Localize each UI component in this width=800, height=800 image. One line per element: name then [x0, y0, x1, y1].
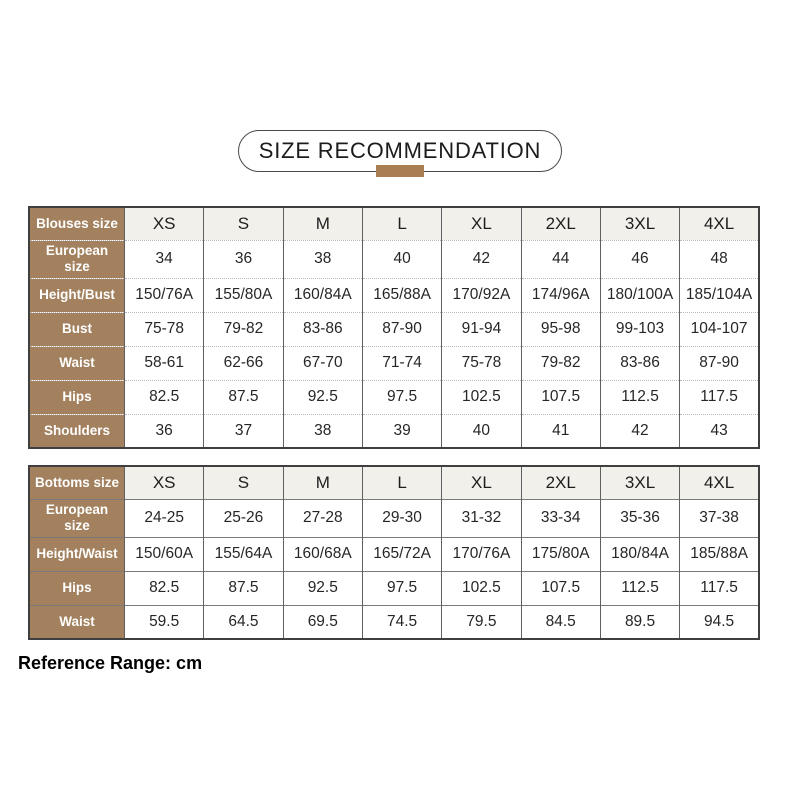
- size-value-cell: 92.5: [283, 571, 362, 605]
- size-value-cell: 150/60A: [125, 537, 204, 571]
- size-column-header: L: [362, 466, 441, 499]
- size-value-cell: 155/80A: [204, 278, 283, 312]
- table-row: [29, 346, 759, 380]
- size-value-cell: 46: [600, 240, 679, 278]
- table-row: [29, 380, 759, 414]
- size-column-header: 3XL: [600, 466, 679, 499]
- size-column-header: M: [283, 466, 362, 499]
- table-row: [29, 605, 759, 639]
- size-value-cell: 165/72A: [362, 537, 441, 571]
- size-value-cell: 87-90: [362, 312, 441, 346]
- table-row: [29, 240, 759, 278]
- size-column-header: L: [362, 207, 441, 240]
- size-header-row: [29, 466, 759, 499]
- size-value-cell: 35-36: [600, 499, 679, 537]
- blouses-size-table: [28, 206, 760, 449]
- size-value-cell: 117.5: [680, 380, 759, 414]
- size-value-cell: 79-82: [521, 346, 600, 380]
- size-value-cell: 112.5: [600, 380, 679, 414]
- reference-range-note: Reference Range: cm: [18, 653, 203, 673]
- size-value-cell: 84.5: [521, 605, 600, 639]
- size-value-cell: 102.5: [442, 571, 521, 605]
- size-value-cell: 79-82: [204, 312, 283, 346]
- row-label: Hips: [29, 571, 125, 605]
- size-column-header: XL: [442, 466, 521, 499]
- size-value-cell: 89.5: [600, 605, 679, 639]
- size-value-cell: 185/104A: [680, 278, 759, 312]
- size-value-cell: 165/88A: [362, 278, 441, 312]
- size-value-cell: 174/96A: [521, 278, 600, 312]
- row-label: Height/Waist: [29, 537, 125, 571]
- table-row: [29, 499, 759, 537]
- size-value-cell: 97.5: [362, 380, 441, 414]
- size-column-header: XS: [125, 207, 204, 240]
- size-value-cell: 25-26: [204, 499, 283, 537]
- size-value-cell: 69.5: [283, 605, 362, 639]
- size-value-cell: 112.5: [600, 571, 679, 605]
- size-value-cell: 175/80A: [521, 537, 600, 571]
- row-label: Waist: [29, 605, 125, 639]
- size-value-cell: 87-90: [680, 346, 759, 380]
- size-value-cell: 37-38: [680, 499, 759, 537]
- size-value-cell: 40: [442, 414, 521, 448]
- table-row: [29, 278, 759, 312]
- size-value-cell: 107.5: [521, 571, 600, 605]
- size-column-header: XS: [125, 466, 204, 499]
- table-row: [29, 414, 759, 448]
- size-value-cell: 170/76A: [442, 537, 521, 571]
- size-value-cell: 180/100A: [600, 278, 679, 312]
- size-column-header: 2XL: [521, 466, 600, 499]
- size-value-cell: 74.5: [362, 605, 441, 639]
- size-value-cell: 38: [283, 414, 362, 448]
- table-row: [29, 571, 759, 605]
- bottoms-table-title-cell: Bottoms size: [29, 466, 125, 499]
- size-value-cell: 71-74: [362, 346, 441, 380]
- size-value-cell: 79.5: [442, 605, 521, 639]
- size-value-cell: 95-98: [521, 312, 600, 346]
- size-value-cell: 58-61: [125, 346, 204, 380]
- size-value-cell: 24-25: [125, 499, 204, 537]
- size-value-cell: 43: [680, 414, 759, 448]
- size-value-cell: 94.5: [680, 605, 759, 639]
- size-value-cell: 82.5: [125, 380, 204, 414]
- title-section: [0, 130, 800, 177]
- size-value-cell: 92.5: [283, 380, 362, 414]
- size-value-cell: 33-34: [521, 499, 600, 537]
- size-header-row: [29, 207, 759, 240]
- size-column-header: 4XL: [680, 466, 759, 499]
- title-underline-tab: [376, 165, 424, 177]
- size-value-cell: 83-86: [600, 346, 679, 380]
- size-value-cell: 117.5: [680, 571, 759, 605]
- size-value-cell: 170/92A: [442, 278, 521, 312]
- bottoms-size-table: [28, 465, 760, 640]
- row-label: Height/Bust: [29, 278, 125, 312]
- size-value-cell: 107.5: [521, 380, 600, 414]
- size-value-cell: 97.5: [362, 571, 441, 605]
- size-value-cell: 64.5: [204, 605, 283, 639]
- row-label: European size: [29, 499, 125, 537]
- size-value-cell: 155/64A: [204, 537, 283, 571]
- blouses-table-title-cell: Blouses size: [29, 207, 125, 240]
- row-label: Waist: [29, 346, 125, 380]
- table-row: [29, 537, 759, 571]
- size-value-cell: 34: [125, 240, 204, 278]
- size-value-cell: 99-103: [600, 312, 679, 346]
- size-column-header: M: [283, 207, 362, 240]
- row-label: European size: [29, 240, 125, 278]
- size-value-cell: 82.5: [125, 571, 204, 605]
- size-value-cell: 44: [521, 240, 600, 278]
- size-value-cell: 40: [362, 240, 441, 278]
- size-value-cell: 42: [442, 240, 521, 278]
- size-value-cell: 67-70: [283, 346, 362, 380]
- size-value-cell: 36: [125, 414, 204, 448]
- size-value-cell: 36: [204, 240, 283, 278]
- size-column-header: 4XL: [680, 207, 759, 240]
- size-value-cell: 37: [204, 414, 283, 448]
- size-value-cell: 83-86: [283, 312, 362, 346]
- size-value-cell: 42: [600, 414, 679, 448]
- size-value-cell: 41: [521, 414, 600, 448]
- size-value-cell: 160/84A: [283, 278, 362, 312]
- size-column-header: S: [204, 466, 283, 499]
- size-value-cell: 185/88A: [680, 537, 759, 571]
- size-value-cell: 75-78: [442, 346, 521, 380]
- size-value-cell: 29-30: [362, 499, 441, 537]
- size-value-cell: 31-32: [442, 499, 521, 537]
- size-value-cell: 91-94: [442, 312, 521, 346]
- row-label: Bust: [29, 312, 125, 346]
- size-value-cell: 87.5: [204, 571, 283, 605]
- size-value-cell: 180/84A: [600, 537, 679, 571]
- size-value-cell: 48: [680, 240, 759, 278]
- size-value-cell: 39: [362, 414, 441, 448]
- row-label: Hips: [29, 380, 125, 414]
- size-value-cell: 27-28: [283, 499, 362, 537]
- size-column-header: XL: [442, 207, 521, 240]
- size-column-header: 3XL: [600, 207, 679, 240]
- size-value-cell: 87.5: [204, 380, 283, 414]
- size-value-cell: 160/68A: [283, 537, 362, 571]
- size-value-cell: 75-78: [125, 312, 204, 346]
- size-value-cell: 59.5: [125, 605, 204, 639]
- size-value-cell: 38: [283, 240, 362, 278]
- page-title: SIZE RECOMMENDATION: [258, 138, 542, 163]
- size-value-cell: 102.5: [442, 380, 521, 414]
- size-value-cell: 150/76A: [125, 278, 204, 312]
- size-value-cell: 104-107: [680, 312, 759, 346]
- size-value-cell: 62-66: [204, 346, 283, 380]
- row-label: Shoulders: [29, 414, 125, 448]
- table-row: [29, 312, 759, 346]
- size-column-header: S: [204, 207, 283, 240]
- size-column-header: 2XL: [521, 207, 600, 240]
